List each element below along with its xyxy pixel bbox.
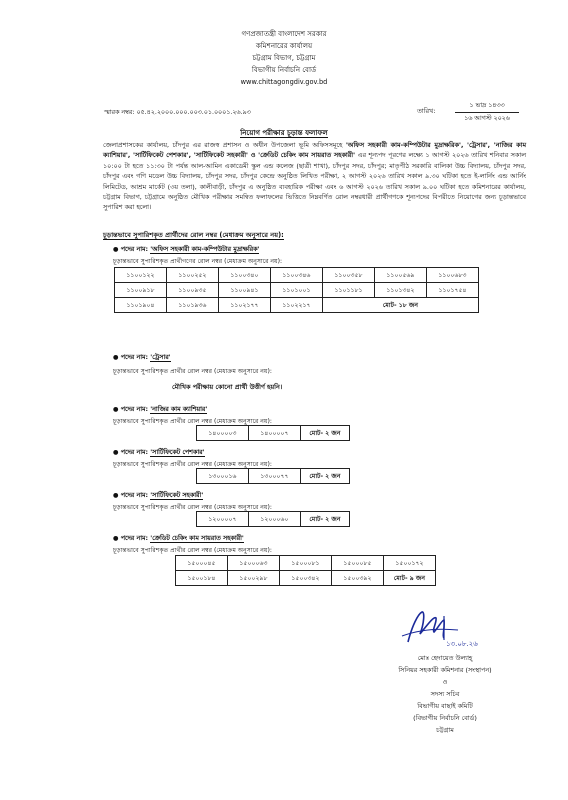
notice-page: গণপ্রজাতন্ত্রী বাংলাদেশ সরকার কমিশনারের কার্যালয় চট্টগ্রাম বিভাগ, চট্টগ্রাম বিভাগীয় নির্বাচনি বোর্ড www.chittagongdiv.gov.bd স্মারক নম্বর: ০৫.৪২.২০০০.০০০.০০৩.০১.০০০১.২৬.৯৩ তারিখ: ১ ভাদ্র ১৪৩৩ ১৬ আগস্ট ২০২৬ নিয়োগ পরীক্ষার চূড়ান্ত ফলাফল জেলাপ্রশাসকের কার্যালয়, চাঁদপুর এর রাজস্ব প্রশাসন ও অধীন উপজেলা ভূমি অফিসসমূহে 'অফিস সহকারী কাম-কম্পিউটার মুদ্রাক্ষরিক', 'ট্রেসার', 'নাজির কাম ক্যাশিয়ার', 'সার্টিফিকেট পেশকার', 'সার্টিফিকেট সহকারী' ও 'ক্রেডিট চেকিং কাম সায়রাত সহকারী' এর শূন্যপদ পূরণের লক্ষ্যে ১ আগস্ট ২০২৬ তারিখ শনিবার সকাল ১০:০০ টা হতে ১১:৩০ টা পর্যন্ত আল-আমিন একাডেমী স্কুল এন্ড কলেজ (ছাত্রী শাখা), চাঁদপুর সদর, চাঁদপুর; মাতৃপীঠ সরকারি বালিকা উচ্চ বিদ্যালয়, চাঁদপুর সদর, চাঁদপুর এবং গণি মডেল উচ্চ বিদ্যালয়, চাঁদপুর সদর, চাঁদপুর কেন্দ্রে অনুষ্ঠিত লিখিত পরীক্ষা, ২ আগস্ট ২০২৬ তারিখ সকাল ৯.৩০ ঘটিকা হতে ই-লার্নিং এন্ড আর্নিং লিমিটেড, আশ্রম মার্কেট (৩য় তলা), কালীবাড়ী, চাঁদপুর এ অনুষ্ঠিত ব্যবহারিক পরীক্ষা এবং ৬ আগস্ট ২০২৬ তারিখ সকাল ৯.০০ ঘটিকা হতে কমিশনারের কার্যালয়, চট্টগ্রাম বিভাগ, চট্টগ্রামে অনুষ্ঠিত মৌখিক পরীক্ষার সমন্বিত ফলাফলের ভিত্তিতে নিম্নবর্ণিত রোল নম্বরধারী প্রার্থীগণকে শূন্যপদের বিপরীতে নিয়োগের জন্য চূড়ান্তভাবে সুপারিশ করা হলো। চূড়ান্তভাবে সুপারিশকৃত প্রার্থীদের রোল নম্বর (মেধাক্রম অনুসারে নয়): ● পদের নাম: 'অফিস সহকারী কাম-কম্পিউটার মুদ্রাক্ষরিক' চূড়ান্তভাবে সুপারিশকৃত প্রার্থীগণের রোল নম্বর (মেধাক্রম অনুসারে নয়): ১১০০১২২ ১১০০২৫২ ১১০০৩৪০ ১১০০৩৪৬ ১১০০৩৫৮ ১১০০৫৬৯ ১১০০৬৮৩ ১১০০৯১৮ ১১০০৯৩৫ ১১০০৯৪১ ১১০১০০১ ১১০১১৮১ ১১০১৩৪২ ১১০১৭৫৪ ১১০১৯০৪ ১১০১৯৩৬ ১১০২১৭৭ ১১০২২১৭ মোট- ১৮ জন ● পদের নাম: 'ট্রেসার' চূড়ান্তভাবে সুপারিশকৃত প্রার্থীর রোল নম্বর (মেধাক্রম অনুসারে নয়): মৌখিক পরীক্ষায় কোনো প্রার্থী উত্তীর্ণ হয়নি। ● পদের নাম: 'নাজির কাম ক্যাশিয়ার' চূড়ান্তভাবে সুপারিশকৃত প্রার্থীর রোল নম্বর (মেধাক্রম অনুসারে নয়): ১৪০০০০৩ ১৪০০০০৭ মোট- ২ জন ● পদের নাম: 'সার্টিফিকেট পেশকার' চূড়ান্তভাবে সুপারিশকৃত প্রার্থীর রোল নম্বর (মেধাক্রম অনুসারে নয়): ১৩০০০১৬ ১৩০০০৭৭ মোট- ২ জন ● পদের নাম: 'সার্টিফিকেট সহকারী' চূড়ান্তভাবে সুপারিশকৃত প্রার্থীর রোল নম্বর (মেধাক্রম অনুসারে নয়): ১২০০০০৭ ১২০০০৬০ মোট- ২ জন ● পদের নাম: 'ক্রেডিট চেকিং কাম সায়রাত সহকারী' চূড়ান্তভাবে সুপারিশকৃত প্রার্থীর রোল নম্বর (মেধাক্রম অনুসারে নয়): ১৫০০০৪৫ ১৫০০০৬৩ ১৫০০০৮১ ১৫০০০৮৫ ১৫০০১৭২ ১৫০০১৮৪ ১৫০০২৯৮ ১৫০০৩৪২ ১৫০০৩৯২ মোট- ৯ জন ১৩.০৮.২৬ মোঃ হেদায়েত উল্যাহ্ সিনিয়র সহকারী কমিশনার (সংস্থাপন) ও সদস্য সচিব বিভাগীয় বাছাই কমিটি (বিভাগীয় নির্বাচনি বোর্ড) চট্টগ্রাম (0, 0, 568, 800)
total-count: মোট- ২ জন (301, 512, 350, 527)
roll-table-6 (175, 555, 436, 586)
recommended-heading: চূড়ান্তভাবে সুপারিশকৃত প্রার্থীদের রোল নম্বর (মেধাক্রম অনুসারে নয়): (103, 231, 284, 239)
roll-table-3 (196, 425, 350, 441)
roll-table-5 (196, 511, 350, 527)
table-row: ১৫০০০৪৫ ১৫০০০৬৩ ১৫০০০৮১ ১৫০০০৮৫ ১৫০০১৭২ (176, 556, 436, 571)
post-heading-6: ● পদের নাম: 'ক্রেডিট চেকিং কাম সায়রাত সহকারী' (113, 535, 244, 542)
roll-table-1 (114, 267, 479, 313)
table-row: ১৪০০০০৩ ১৪০০০০৭ মোট- ২ জন (197, 426, 350, 441)
post-heading-4: ● পদের নাম: 'সার্টিফিকেট পেশকার' (113, 449, 205, 456)
date-label: তারিখ: (417, 107, 436, 115)
post-heading-2: ● পদের নাম: 'ট্রেসার' (113, 354, 171, 361)
roll-note-2: চূড়ান্তভাবে সুপারিশকৃত প্রার্থীর রোল নম্বর (মেধাক্রম অনুসারে নয়): (113, 368, 272, 375)
table-row: ১৩০০০১৬ ১৩০০০৭৭ মোট- ২ জন (197, 469, 350, 484)
date-bangla: ১ ভাদ্র ১৪৩৩ (455, 100, 519, 113)
signature-image (398, 606, 484, 650)
body-paragraph: জেলাপ্রশাসকের কার্যালয়, চাঁদপুর এর রাজস্ব প্রশাসন ও অধীন উপজেলা ভূমি অফিসসমূহে 'অফিস সহকারী কাম-কম্পিউটার মুদ্রাক্ষরিক', 'ট্রেসার', 'নাজির কাম ক্যাশিয়ার', 'সার্টিফিকেট পেশকার', 'সার্টিফিকেট সহকারী' ও 'ক্রেডিট চেকিং কাম সায়রাত সহকারী' এর শূন্যপদ পূরণের লক্ষ্যে ১ আগস্ট ২০২৬ তারিখ শনিবার সকাল ১০:০০ টা হতে ১১:৩০ টা পর্যন্ত আল-আমিন একাডেমী স্কুল এন্ড কলেজ (ছাত্রী শাখা), চাঁদপুর সদর, চাঁদপুর; মাতৃপীঠ সরকারি বালিকা উচ্চ বিদ্যালয়, চাঁদপুর সদর, চাঁদপুর এবং গণি মডেল উচ্চ বিদ্যালয়, চাঁদপুর সদর, চাঁদপুর কেন্দ্রে অনুষ্ঠিত লিখিত পরীক্ষা, ২ আগস্ট ২০২৬ তারিখ সকাল ৯.৩০ ঘটিকা হতে ই-লার্নিং এন্ড আর্নিং লিমিটেড, আশ্রম মার্কেট (৩য় তলা), কালীবাড়ী, চাঁদপুর এ অনুষ্ঠিত ব্যবহারিক পরীক্ষা এবং ৬ আগস্ট ২০২৬ তারিখ সকাল ৯.০০ ঘটিকা হতে কমিশনারের কার্যালয়, চট্টগ্রাম বিভাগ, চট্টগ্রামে অনুষ্ঠিত মৌখিক পরীক্ষার সমন্বিত ফলাফলের ভিত্তিতে নিম্নবর্ণিত রোল নম্বরধারী প্রার্থীগণকে শূন্যপদের বিপরীতে নিয়োগের জন্য চূড়ান্তভাবে সুপারিশ করা হলো। (103, 141, 526, 212)
posts-list: 'অফিস সহকারী কাম-কম্পিউটার মুদ্রাক্ষরিক', 'ট্রেসার', 'নাজির কাম ক্যাশিয়ার', 'সার্টিফিকেট পেশকার', 'সার্টিফিকেট সহকারী' ও 'ক্রেডিট চেকিং কাম সায়রাত সহকারী' (103, 141, 526, 160)
date-english: ১৬ আগস্ট ২০২৬ (464, 115, 510, 122)
roll-table-4 (196, 468, 350, 484)
roll-note-5: চূড়ান্তভাবে সুপারিশকৃত প্রার্থীর রোল নম্বর (মেধাক্রম অনুসারে নয়): (113, 504, 272, 511)
total-count: মোট- ১৮ জন (323, 298, 479, 313)
total-count: মোট- ২ জন (301, 469, 350, 484)
post-heading-3: ● পদের নাম: 'নাজির কাম ক্যাশিয়ার' (113, 406, 208, 413)
roll-note-1: চূড়ান্তভাবে সুপারিশকৃত প্রার্থীগণের রোল নম্বর (মেধাক্রম অনুসারে নয়): (113, 258, 283, 265)
govt-name: গণপ্রজাতন্ত্রী বাংলাদেশ সরকার (241, 30, 327, 38)
roll-note-3: চূড়ান্তভাবে সুপারিশকৃত প্রার্থীর রোল নম্বর (মেধাক্রম অনুসারে নয়): (113, 418, 272, 425)
table-row: ১২০০০০৭ ১২০০০৬০ মোট- ২ জন (197, 512, 350, 527)
page-title: নিয়োগ পরীক্ষার চূড়ান্ত ফলাফল (240, 129, 328, 137)
table-row: ১১০০৯১৮ ১১০০৯৩৫ ১১০০৯৪১ ১১০১০০১ ১১০১১৮১ ১১০১৩৪২ ১১০১৭৫৪ (115, 283, 479, 298)
post-heading-1: ● পদের নাম: 'অফিস সহকারী কাম-কম্পিউটার মুদ্রাক্ষরিক' (113, 246, 260, 253)
division-name: চট্টগ্রাম বিভাগ, চট্টগ্রাম (252, 54, 316, 62)
total-count: মোট- ৯ জন (384, 571, 436, 586)
post-heading-5: ● পদের নাম: 'সার্টিফিকেট সহকারী' (113, 492, 204, 499)
board-name: বিভাগীয় নির্বাচনি বোর্ড (251, 66, 317, 74)
table-row: ১১০০১২২ ১১০০২৫২ ১১০০৩৪০ ১১০০৩৪৬ ১১০০৩৫৮ ১১০০৫৬৯ ১১০০৬৮৩ (115, 268, 479, 283)
total-count: মোট- ২ জন (301, 426, 350, 441)
table-row: ১৫০০১৮৪ ১৫০০২৯৮ ১৫০০৩৪২ ১৫০০৩৯২ মোট- ৯ জন (176, 571, 436, 586)
memo-number: স্মারক নম্বর: ০৫.৪২.২০০০.০০০.০০৩.০১.০০০১.২৬.৯৩ (104, 109, 251, 116)
table-row: ১১০১৯০৪ ১১০১৯৩৬ ১১০২১৭৭ ১১০২২১৭ মোট- ১৮ জন (115, 298, 479, 313)
roll-note-6: চূড়ান্তভাবে সুপারিশকৃত প্রার্থীর রোল নম্বর (মেধাক্রম অনুসারে নয়): (113, 547, 272, 554)
no-candidate-message: মৌখিক পরীক্ষায় কোনো প্রার্থী উত্তীর্ণ হয়নি। (172, 383, 283, 391)
svg-text:১৩.০৮.২৬: ১৩.০৮.২৬ (446, 640, 478, 648)
office-name: কমিশনারের কার্যালয় (255, 42, 313, 50)
roll-note-4: চূড়ান্তভাবে সুপারিশকৃত প্রার্থীর রোল নম্বর (মেধাক্রম অনুসারে নয়): (113, 461, 272, 468)
website-link[interactable]: www.chittagongdiv.gov.bd (240, 78, 328, 86)
